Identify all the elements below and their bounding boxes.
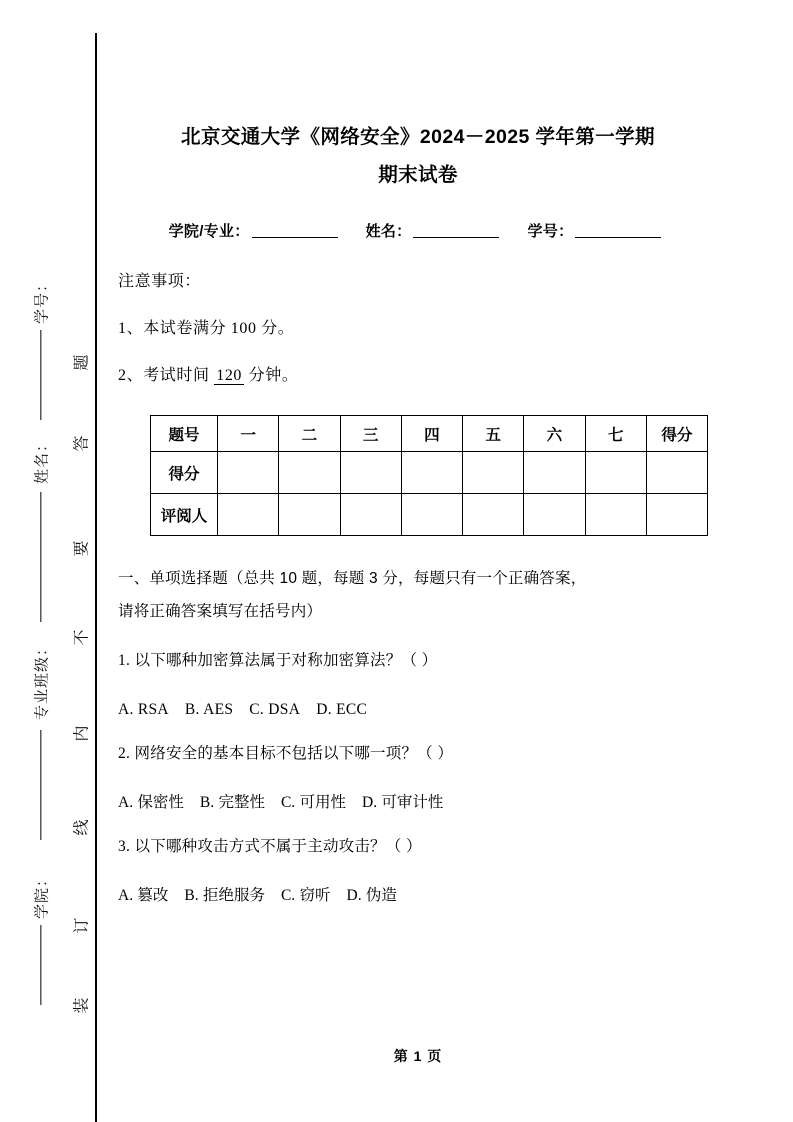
question-3-option-d-key: D. [346, 887, 362, 904]
seal-word-7: 装 [73, 996, 91, 1014]
student-id-blank[interactable] [575, 224, 661, 238]
score-cell-4[interactable] [401, 452, 462, 494]
table-rowlabel-score: 得分 [151, 452, 218, 494]
table-header-col-2: 二 [279, 416, 340, 452]
question-2 [118, 721, 718, 814]
question-1-option-c[interactable] [249, 701, 300, 718]
question-1-options [118, 672, 718, 721]
question-2-option-a-text: 保密性 [137, 794, 184, 811]
notice-item-2-prefix: 2、考试时间 [118, 367, 210, 384]
grader-cell-5[interactable] [463, 494, 524, 536]
question-1-option-b-text: AES [203, 701, 234, 718]
grader-cell-3[interactable] [340, 494, 401, 536]
table-header-col-3: 三 [340, 416, 401, 452]
table-rowlabel-grader: 评阅人 [151, 494, 218, 536]
seal-word-0: 题 [73, 353, 91, 371]
exam-title [118, 0, 718, 194]
notice-item-2 [118, 340, 718, 387]
section-heading-multiple-choice [118, 536, 718, 628]
question-3-option-b[interactable] [184, 887, 265, 904]
question-1-option-d-text: ECC [336, 701, 368, 718]
question-3-option-a-key: A. [118, 887, 134, 904]
grader-cell-6[interactable] [524, 494, 585, 536]
question-2-option-c[interactable] [281, 794, 346, 811]
question-2-stem: 网络安全的基本目标不包括以下哪一项？（ ） [134, 745, 454, 762]
question-1-stem: 以下哪种加密算法属于对称加密算法？（ ） [134, 652, 438, 669]
table-header-col-5: 五 [463, 416, 524, 452]
question-1-option-a[interactable] [118, 701, 169, 718]
seal-word-5: 线 [73, 818, 91, 836]
table-header-total: 得分 [646, 416, 707, 452]
grader-cell-2[interactable] [279, 494, 340, 536]
question-2-option-b[interactable] [200, 794, 265, 811]
exam-page-body [118, 0, 718, 1122]
question-3-option-c-key: C. [280, 887, 296, 904]
question-1-option-c-text: DSA [268, 701, 301, 718]
student-name-blank[interactable] [413, 224, 499, 238]
grader-cell-1[interactable] [218, 494, 279, 536]
seal-word-column [57, 0, 103, 1122]
question-1-option-d[interactable] [316, 701, 367, 718]
seal-word-3: 不 [73, 628, 91, 646]
question-1-option-a-key: A. [118, 701, 134, 718]
question-1-option-b[interactable] [185, 701, 233, 718]
question-2-option-a-key: A. [118, 794, 134, 811]
question-2-option-d-key: D. [362, 794, 378, 811]
question-3-option-c[interactable] [281, 887, 331, 904]
table-row-score [151, 452, 708, 494]
question-2-option-d[interactable] [362, 794, 443, 811]
score-summary-table [150, 415, 708, 536]
section-heading-line1: 一、单项选择题（总共 10 题，每题 3 分，每题只有一个正确答案， [118, 570, 587, 587]
table-header-col-4: 四 [401, 416, 462, 452]
question-3-option-c-text: 窃听 [299, 887, 331, 904]
question-2-option-b-key: B. [199, 794, 215, 811]
question-3-stem-row [118, 836, 718, 858]
question-3-option-a-text: 篡改 [137, 887, 169, 904]
college-major-blank[interactable] [252, 224, 338, 238]
question-2-option-c-key: C. [280, 794, 296, 811]
question-2-number: 2. [118, 745, 131, 762]
question-3-option-b-key: B. [184, 887, 199, 904]
table-header-question-no: 题号 [151, 416, 218, 452]
seal-field-rule-name [40, 492, 41, 622]
student-id-label: 学号： [527, 223, 574, 240]
notice-heading: 注意事项： [118, 273, 202, 290]
question-2-stem-row [118, 743, 718, 765]
question-1-number: 1. [118, 652, 131, 669]
seal-word-4: 内 [73, 724, 91, 742]
page-number-label: 第 1 页 [393, 1048, 443, 1064]
seal-word-2: 要 [73, 539, 91, 557]
question-1-option-a-text: RSA [137, 701, 169, 718]
question-3-stem: 以下哪种攻击方式不属于主动攻击？（ ） [134, 838, 422, 855]
question-2-option-d-text: 可审计性 [381, 794, 444, 811]
score-cell-total[interactable] [646, 452, 707, 494]
college-major-label: 学院/专业： [168, 223, 250, 240]
exam-title-line1: 北京交通大学《网络安全》2024－2025 学年第一学期 [181, 126, 655, 148]
section-heading-line2: 请将正确答案填写在括号内） [118, 603, 323, 620]
question-1-option-b-key: B. [184, 701, 200, 718]
score-cell-2[interactable] [279, 452, 340, 494]
question-2-options [118, 765, 718, 814]
question-2-option-c-text: 可用性 [299, 794, 346, 811]
question-1-option-d-key: D. [316, 701, 332, 718]
seal-field-rule-class [40, 730, 41, 840]
table-row-header [151, 416, 708, 452]
score-cell-3[interactable] [340, 452, 401, 494]
question-3-option-a[interactable] [118, 887, 168, 904]
page-footer [118, 1046, 718, 1066]
question-3-option-b-text: 拒绝服务 [202, 887, 265, 904]
question-1-stem-row [118, 650, 718, 672]
student-name-label: 姓名： [365, 223, 412, 240]
seal-field-rule-student-id [40, 330, 41, 420]
question-1-option-c-key: C. [249, 701, 265, 718]
question-3-number: 3. [118, 838, 131, 855]
seal-field-class: 专业班级： [34, 639, 51, 721]
question-3-option-d-text: 伪造 [365, 887, 397, 904]
question-2-option-a[interactable] [118, 794, 184, 811]
seal-field-college: 学院： [34, 870, 51, 920]
question-2-option-b-text: 完整性 [218, 794, 265, 811]
exam-title-line2: 期末试卷 [378, 164, 458, 186]
score-cell-7[interactable] [585, 452, 646, 494]
grader-cell-4[interactable] [401, 494, 462, 536]
score-cell-5[interactable] [463, 452, 524, 494]
notice-item-2-suffix: 分钟。 [248, 367, 299, 384]
question-3-options [118, 858, 718, 907]
score-cell-1[interactable] [218, 452, 279, 494]
score-cell-6[interactable] [524, 452, 585, 494]
table-row-grader [151, 494, 708, 536]
grader-cell-7[interactable] [585, 494, 646, 536]
question-3-option-d[interactable] [347, 887, 397, 904]
table-header-col-7: 七 [585, 416, 646, 452]
seal-word-6: 订 [73, 916, 91, 934]
student-info-line [118, 220, 718, 241]
grader-cell-total[interactable] [646, 494, 707, 536]
table-header-col-6: 六 [524, 416, 585, 452]
question-3 [118, 814, 718, 907]
seal-word-1: 答 [73, 434, 91, 452]
exam-duration-value: 120 [216, 367, 243, 384]
seal-field-student-id: 学号： [34, 275, 51, 325]
question-1 [118, 628, 718, 721]
seal-field-rule-college [40, 925, 41, 1005]
table-header-col-1: 一 [218, 416, 279, 452]
seal-binding-margin [0, 0, 96, 1122]
notice-item-1: 1、本试卷满分 100 分。 [118, 320, 295, 337]
seal-field-name: 姓名： [34, 435, 51, 485]
